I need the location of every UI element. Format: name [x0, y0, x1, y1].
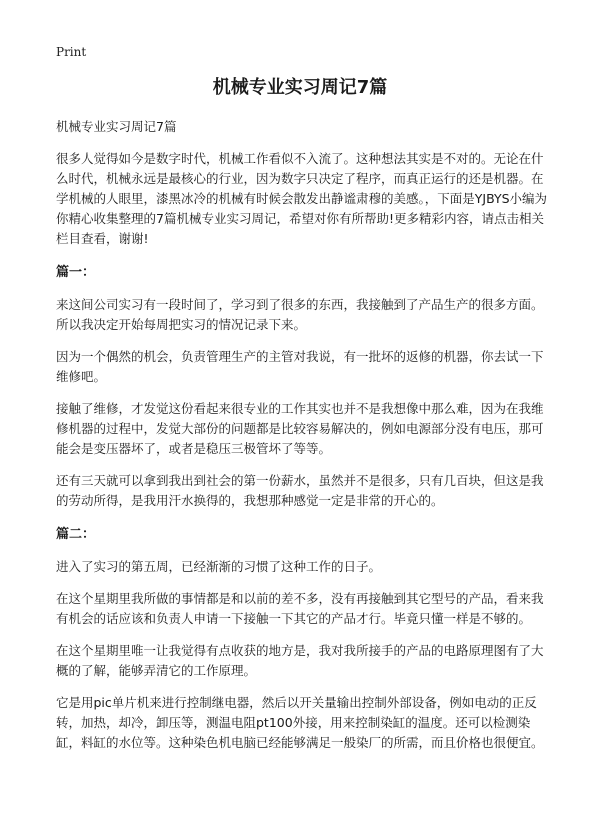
section-1 — [56, 263, 548, 511]
paragraph: 接触了维修，才发觉这份看起来很专业的工作其实也并不是我想像中那么难，因为在我维修机器的过程中，发觉大部份的问题都是比较容易解决的，例如电源部分没有电压，那可能会是变压器坏了，或者是稳压三极管坏了等等。 — [56, 401, 544, 456]
intro-paragraph: 很多人觉得如今是数字时代，机械工作看似不入流了。这种想法其实是不对的。无论在什么时代，机械永远是最核心的行业，因为数字只决定了程序，而真正运行的还是机器。在学机械的人眼里，漆黑冰冷的机械有时候会散发出静谧肃穆的美感。，下面是YJBYS小编为你精心收集整理的7篇机械专业实习周记，希望对你有所帮助!更多精彩内容，请点击相关栏目查看，谢谢! — [56, 151, 548, 246]
paragraph: 在这个星期里我所做的事情都是和以前的差不多，没有再接触到其它型号的产品，看来我有机会的话应该和负责人申请一下接触一下其它的产品才行。毕竟只懂一样是不够的。 — [56, 591, 544, 626]
section-heading: 篇一： — [56, 265, 96, 280]
section-heading: 篇二： — [56, 527, 96, 542]
paragraph: 来这间公司实习有一段时间了，学习到了很多的东西，我接触到了产品生产的很多方面。所以我决定开始每周把实习的情况记录下来。 — [56, 297, 544, 332]
paragraph: 它是用pic单片机来进行控制继电器，然后以开关量输出控制外部设备，例如电动的正反转，加热，却冷，卸压等，测温电阻pt100外接，用来控制染缸的温度。还可以检测染缸，料缸的水位等。这种染色机电脑已经能够满足一般染厂的所需，而且价格也很便宜。 — [56, 695, 544, 750]
article-subtitle: 机械专业实习周记7篇 — [56, 119, 177, 134]
print-link[interactable]: Print — [56, 45, 87, 59]
paragraph: 还有三天就可以拿到我出到社会的第一份薪水，虽然并不是很多，只有几百块，但这是我的劳动所得，是我用汗水换得的，我想那种感觉一定是非常的开心的。 — [56, 473, 544, 508]
paragraph: 因为一个偶然的机会，负责管理生产的主管对我说，有一批坏的返修的机器，你去试一下维修吧。 — [56, 349, 544, 384]
paragraph: 进入了实习的第五周，已经渐渐的习惯了这种工作的日子。 — [56, 559, 382, 574]
section-2 — [56, 525, 548, 753]
page-title: 机械专业实习周记7篇 — [212, 77, 388, 98]
paragraph: 在这个星期里唯一让我觉得有点收获的地方是，我对我所接手的产品的电路原理图有了大概的了解，能够弄清它的工作原理。 — [56, 643, 544, 678]
article-body — [56, 117, 548, 765]
